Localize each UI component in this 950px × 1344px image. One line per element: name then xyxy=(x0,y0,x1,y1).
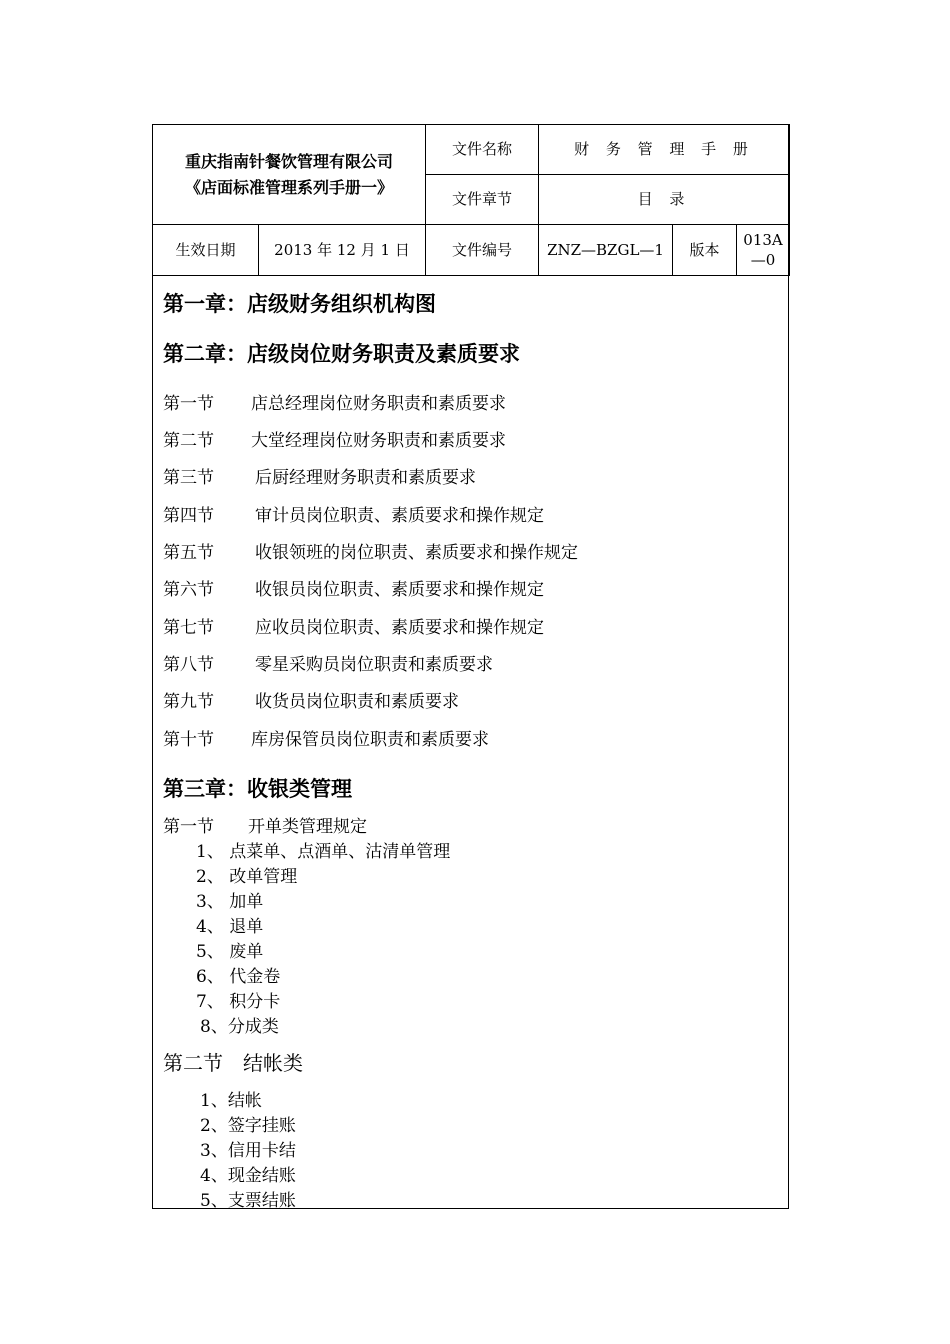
effective-date-value: 2013 年 12 月 1 日 xyxy=(259,225,426,276)
list-item: 1、结帐 xyxy=(200,1091,262,1111)
section-title: 收银员岗位职责、素质要求和操作规定 xyxy=(255,580,544,600)
company-name: 重庆指南针餐饮管理有限公司 xyxy=(185,151,394,171)
list-item: 5、支票结账 xyxy=(200,1191,296,1211)
chapter-2-section xyxy=(163,389,506,414)
chapter-3-heading: 第三章：收银类管理 xyxy=(163,777,352,801)
section-number: 第五节 xyxy=(163,543,214,563)
section-number: 第十节 xyxy=(163,730,214,750)
chapter-2-section xyxy=(163,538,578,563)
section-number: 第六节 xyxy=(163,580,214,600)
section-title: 店总经理岗位财务职责和素质要求 xyxy=(251,394,506,414)
file-name-label: 文件名称 xyxy=(426,125,539,175)
section-title: 大堂经理岗位财务职责和素质要求 xyxy=(251,431,506,451)
list-item: 7、 积分卡 xyxy=(196,992,281,1012)
file-chapter-label: 文件章节 xyxy=(426,175,539,225)
list-item: 3、信用卡结 xyxy=(200,1141,296,1161)
section-title: 应收员岗位职责、素质要求和操作规定 xyxy=(255,618,544,638)
section-title: 后厨经理财务职责和素质要求 xyxy=(255,468,476,488)
list-item: 4、现金结账 xyxy=(200,1166,296,1186)
section-number: 第七节 xyxy=(163,618,214,638)
chapter-3-section-2: 第二节 结帐类 xyxy=(163,1051,303,1075)
chapter-1-heading: 第一章：店级财务组织机构图 xyxy=(163,292,436,316)
version-value-line2: —0 xyxy=(750,251,776,269)
chapter-2-section xyxy=(163,725,489,750)
chapter-2-heading: 第二章：店级岗位财务职责及素质要求 xyxy=(163,342,520,366)
document-header-table xyxy=(152,124,790,276)
section-number: 第三节 xyxy=(163,468,214,488)
section-number: 第四节 xyxy=(163,506,214,526)
version-label: 版本 xyxy=(673,225,737,276)
file-number-label: 文件编号 xyxy=(426,225,539,276)
list-item: 4、 退单 xyxy=(196,917,264,937)
section-title: 审计员岗位职责、素质要求和操作规定 xyxy=(255,506,544,526)
list-item: 2、 改单管理 xyxy=(196,867,298,887)
chapter-2-section xyxy=(163,687,459,712)
chapter-2-section xyxy=(163,613,544,638)
section-number: 第二节 xyxy=(163,431,214,451)
list-item: 3、 加单 xyxy=(196,892,264,912)
version-value xyxy=(737,225,790,276)
list-item: 8、分成类 xyxy=(200,1017,279,1037)
list-item: 6、 代金卷 xyxy=(196,967,281,987)
chapter-3-section-1: 第一节 开单类管理规定 xyxy=(163,817,367,837)
list-item: 1、 点菜单、点酒单、沽清单管理 xyxy=(196,842,451,862)
version-value-line1: 013A xyxy=(743,230,783,249)
section-title: 收货员岗位职责和素质要求 xyxy=(255,692,459,712)
section-number: 第九节 xyxy=(163,692,214,712)
company-cell xyxy=(153,125,426,225)
manual-series-name: 《店面标准管理系列手册一》 xyxy=(185,177,394,197)
section-title: 收银领班的岗位职责、素质要求和操作规定 xyxy=(255,543,578,563)
section-number: 第一节 xyxy=(163,394,214,414)
list-item: 5、 废单 xyxy=(196,942,264,962)
chapter-2-section xyxy=(163,501,544,526)
file-chapter-value: 目 录 xyxy=(539,175,790,225)
list-item: 2、签字挂账 xyxy=(200,1116,296,1136)
file-name-value: 财 务 管 理 手 册 xyxy=(539,125,790,175)
chapter-2-section xyxy=(163,650,493,675)
effective-date-label: 生效日期 xyxy=(153,225,259,276)
chapter-2-section xyxy=(163,463,476,488)
file-number-value: ZNZ—BZGL—1 xyxy=(539,225,673,276)
section-title: 库房保管员岗位职责和素质要求 xyxy=(251,730,489,750)
section-title: 零星采购员岗位职责和素质要求 xyxy=(255,655,493,675)
chapter-2-section xyxy=(163,426,506,451)
chapter-2-section xyxy=(163,575,544,600)
section-number: 第八节 xyxy=(163,655,214,675)
